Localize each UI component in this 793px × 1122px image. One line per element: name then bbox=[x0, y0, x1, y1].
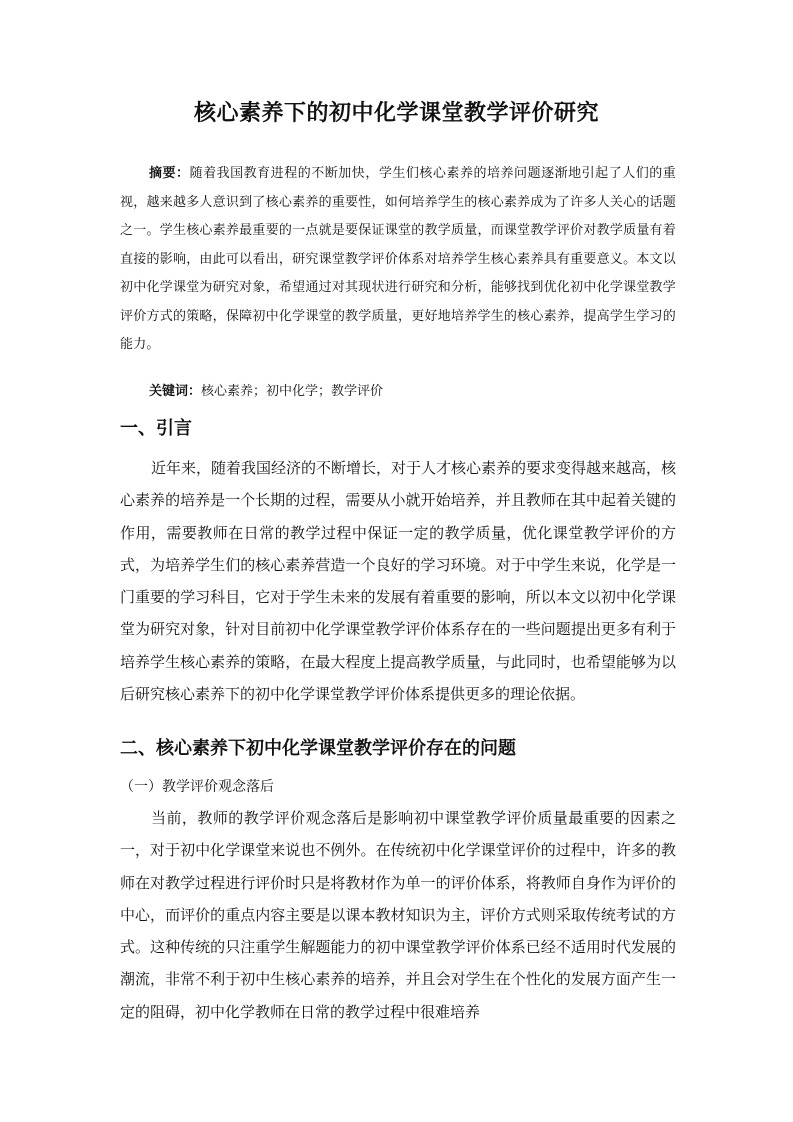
abstract-text: 随着我国教育进程的不断加快，学生们核心素养的培养问题逐渐地引起了人们的重视，越来越多人意识到了核心素养的重要性，如何培养学生的核心素养成为了许多人关心的话题之一。学生核心素养最重要的一点就是要保证课堂的教学质量，而课堂教学评价对教学质量有着直接的影响，由此可以看出，研究课堂教学评价体系对培养学生核心素养具有重要意义。本文以初中化学课堂为研究对象，希望通过对其现状进行研究和分析，能够找到优化初中化学课堂教学评价方式的策略，保障初中化学课堂的教学质量，更好地培养学生的核心素养，提高学生学习的能力。 bbox=[120, 166, 676, 352]
document-title: 核心素养下的初中化学课堂教学评价研究 bbox=[193, 101, 599, 126]
section-heading-problems: 二、核心素养下初中化学课堂教学评价存在的问题 bbox=[120, 738, 516, 759]
abstract-block bbox=[120, 160, 676, 360]
introduction-paragraph: 近年来，随着我国经济的不断增长，对于人才核心素养的要求变得越来越高，核心素养的培养是一个长期的过程，需要从小就开始培养，并且教师在其中起着关键的作用，需要教师在日常的教学过程中保证一定的教学质量，优化课堂教学评价的方式，为培养学生们的核心素养营造一个良好的学习环境。对于中学生来说，化学是一门重要的学习科目，它对于学生未来的发展有着重要的影响，所以本文以初中化学课堂为研究对象，针对目前初中化学课堂教学评价体系存在的一些问题提出更多有利于培养学生核心素养的策略，在最大程度上提高教学质量，与此同时，也希望能够为以后研究核心素养下的初中化学课堂教学评价体系提供更多的理论依据。 bbox=[120, 459, 677, 704]
section-heading-introduction: 一、引言 bbox=[120, 418, 192, 439]
keywords-line bbox=[149, 378, 383, 406]
outdated-concepts-paragraph: 当前，教师的教学评价观念落后是影响初中课堂教学评价质量最重要的因素之一，对于初中化学课堂来说也不例外。在传统初中化学课堂评价的过程中，许多的教师在对教学过程进行评价时只是将教材作为单一的评价体系，将教师自身作为评价的中心，而评价的重点内容主要是以课本教材知识为主，评价方式则采取传统考试的方式。这种传统的只注重学生解题能力的初中课堂教学评价体系已经不适用时代发展的潮流，非常不利于初中生核心素养的培养，并且会对学生在个性化的发展方面产生一定的阻碍，初中化学教师在日常的教学过程中很难培养 bbox=[120, 809, 676, 1021]
subsection-heading-outdated-concepts: （一）教学评价观念落后 bbox=[120, 779, 274, 795]
abstract-label: 摘要： bbox=[149, 166, 190, 181]
keywords-label: 关键词： bbox=[149, 384, 202, 399]
keywords-text: 核心素养；初中化学；教学评价 bbox=[201, 384, 384, 399]
